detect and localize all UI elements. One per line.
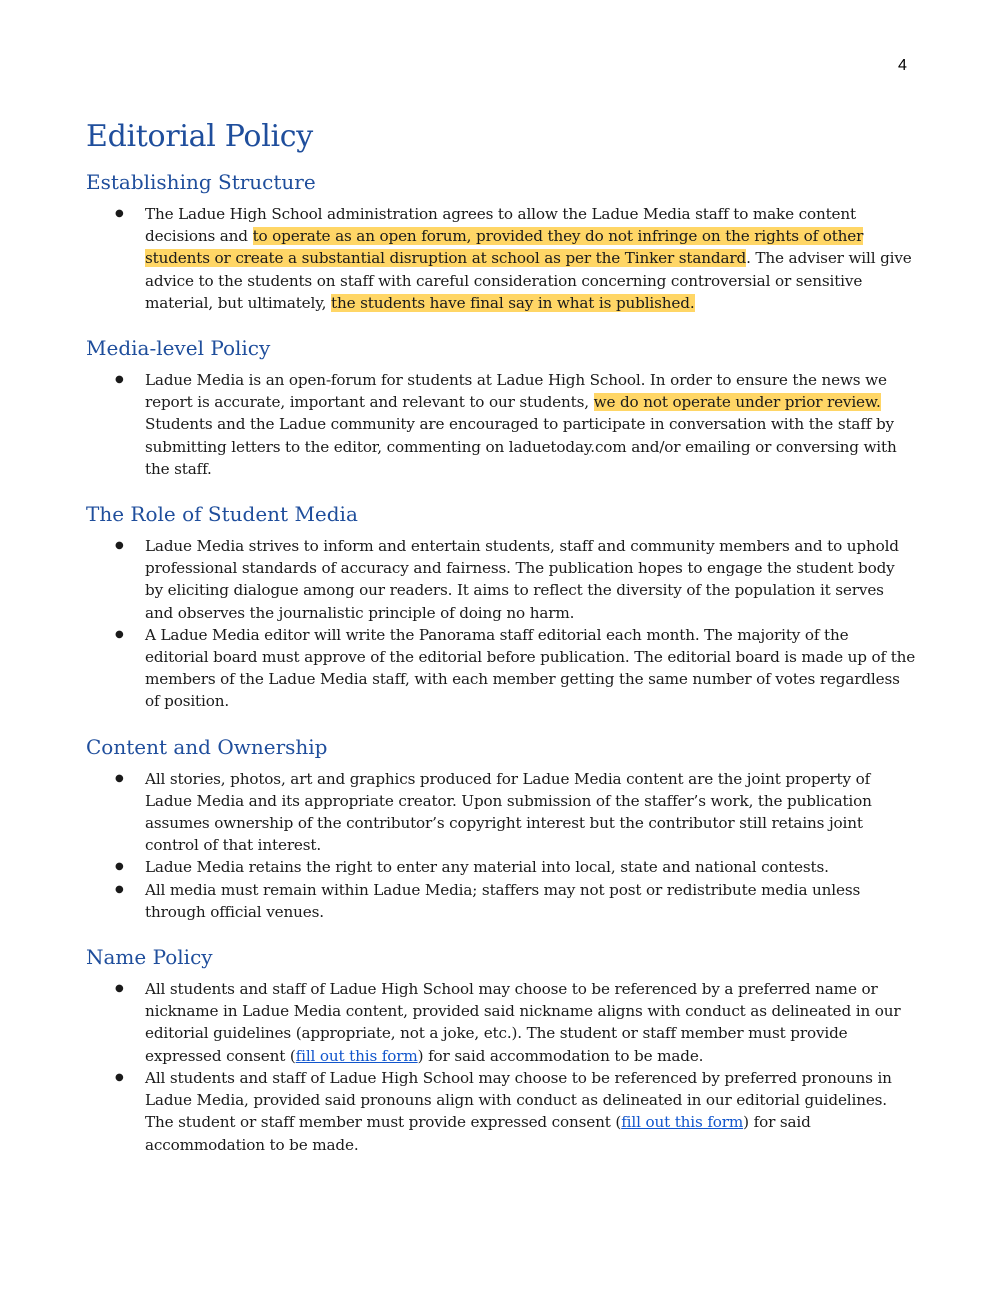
form-link[interactable]: fill out this form — [295, 1046, 418, 1065]
highlighted-text: to operate as an open forum, provided they do not infringe on the rights of other students or create a substantial disruption at school as per the Tinker standard — [145, 227, 864, 268]
section-heading: Establishing Structure — [86, 170, 316, 194]
paragraph-text: Students and the Ladue community are encouraged to participate in conversation with the staff by submitting letters to the editor, commenting on laduetoday.com and/or emailing or conversing with the staff. — [145, 415, 897, 478]
bullet-list — [86, 369, 916, 480]
bullet-list — [86, 768, 916, 923]
paragraph-text: ) for said accommodation to be made. — [145, 1113, 811, 1154]
section-heading: Content and Ownership — [86, 734, 328, 759]
list-item — [145, 1067, 916, 1156]
paragraph-text: ) for said accommodation to be made. — [417, 1046, 704, 1065]
paragraph-text: . The adviser will give advice to the students on staff with careful consideration concerning controversial or sensitive material, but ultimately, — [145, 249, 912, 312]
section-role-of-student-media — [86, 500, 916, 713]
highlighted-text: the students have final say in what is published. — [331, 293, 695, 312]
paragraph-text: All students and staff of Ladue High School may choose to be referenced by preferred pronouns in Ladue Media, provided said pronouns align with conduct as delineated in our editorial guidelines. The student or staff member must provide expressed consent ( — [145, 1068, 892, 1132]
bullet-list — [86, 535, 916, 713]
document-title: Editorial Policy — [86, 119, 313, 154]
section-media-level-policy — [86, 334, 916, 480]
list-item: ● A Ladue Media editor will write the Panorama staff editorial each month. The majority of the editorial board must approve of the editorial before publication. The editorial board is made up of the members of the Ladue Media staff, with each member getting the same number of votes regardless of position. — [145, 624, 916, 713]
bullet-list — [86, 978, 916, 1156]
paragraph-text: The Ladue High School administration agrees to allow the Ladue Media staff to make content decisions and — [145, 205, 856, 246]
paragraph-text: All students and staff of Ladue High School may choose to be referenced by a preferred name or nickname in Ladue Media content, provided said nickname aligns with conduct as delineated in our editorial guidelines (appropriate, not a joke, etc.). The student or staff member must provide expressed consent ( — [145, 980, 901, 1065]
list-item: ● All stories, photos, art and graphics produced for Ladue Media content are the joint property of Ladue Media and its appropriate creator. Upon submission of the staffer’s work, the publication assumes ownership of the contributor’s copyright interest but the contributor still retains joint control of that interest. — [145, 768, 916, 857]
bullet-list — [86, 203, 916, 314]
list-item: ● Ladue Media strives to inform and entertain students, staff and community members and to uphold professional standards of accuracy and fairness. The publication hopes to engage the student body by eliciting dialogue among our readers. It aims to reflect the diversity of the population it serves and observes the journalistic principle of doing no harm. — [145, 535, 916, 624]
section-heading: Media-level Policy — [86, 336, 271, 361]
highlighted-text: we do not operate under prior review. — [593, 393, 881, 412]
document-body — [86, 116, 916, 1176]
section-content-and-ownership — [86, 733, 916, 923]
list-item — [145, 203, 916, 314]
list-item — [145, 978, 916, 1067]
form-link[interactable]: fill out this form — [621, 1113, 744, 1132]
section-establishing-structure — [86, 168, 916, 314]
paragraph-text: Ladue Media is an open-forum for students at Ladue High School. In order to ensure the news we report is accurate, important and relevant to our students, — [145, 371, 887, 412]
list-item: ● All media must remain within Ladue Media; staffers may not post or redistribute media unless through official venues. — [145, 879, 916, 923]
page-number: 4 — [898, 57, 907, 74]
section-heading: The Role of Student Media — [86, 502, 358, 527]
list-item — [145, 369, 916, 480]
section-heading: Name Policy — [86, 945, 213, 970]
list-item: ● Ladue Media retains the right to enter any material into local, state and national contests. — [145, 856, 916, 878]
section-name-policy — [86, 943, 916, 1156]
